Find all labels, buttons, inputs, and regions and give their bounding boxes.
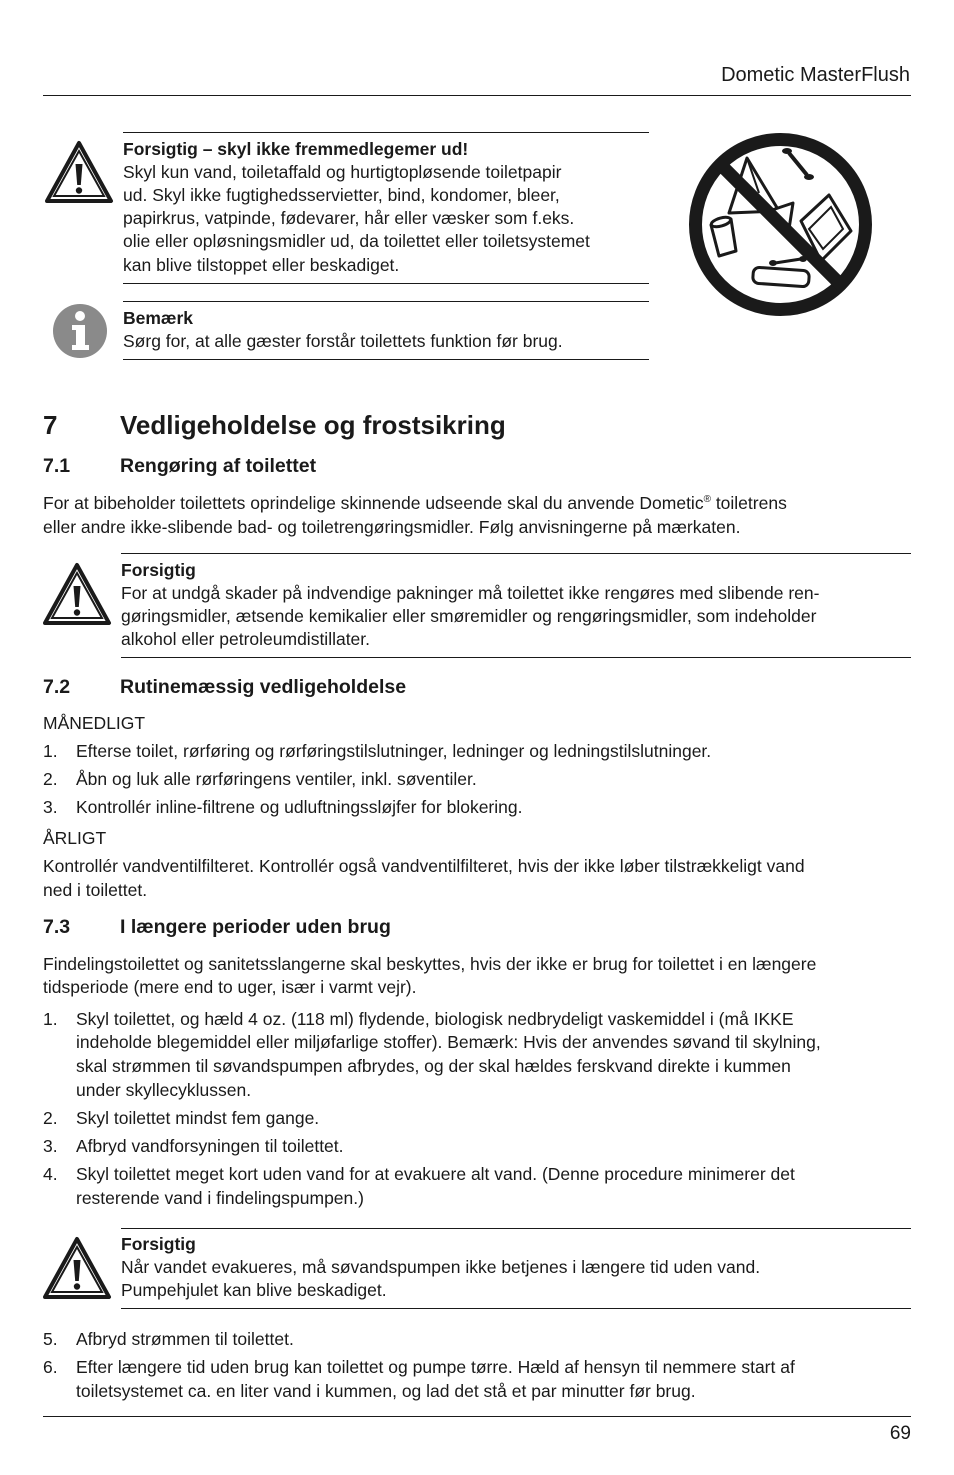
subsection-title: I længere perioder uden brug — [120, 916, 391, 938]
list-item-line: skal strømmen til søvandspumpen afbrydes, og der skal hældes ferskvand direkte i kummen — [76, 1056, 791, 1076]
header-rule — [43, 95, 911, 96]
paragraph-line: tidsperiode (mere end to uger, især i varmt vejr). — [43, 977, 417, 997]
list-number: 2. — [43, 769, 58, 789]
list-number: 5. — [43, 1329, 58, 1349]
subsection-number: 7.1 — [43, 455, 71, 477]
subsection-title: Rutinemæssig vedligeholdelse — [120, 676, 407, 698]
caution-line: For at undgå skader på indvendige pakninger må toilettet ikke rengøres med slibende ren- — [121, 583, 820, 603]
caution-line: papirkrus, vatpinde, fødevarer, hår eller væsker som f.eks. — [123, 208, 575, 228]
subsection-number: 7.2 — [43, 676, 71, 698]
list-number: 2. — [43, 1108, 58, 1128]
list-item: Åbn og luk alle rørføringens ventiler, inkl. søventiler. — [76, 769, 477, 789]
list-item-line: toiletsystemet ca. en liter vand i kummen, og lad det stå et par minutter før brug. — [76, 1381, 696, 1401]
list-item-line: under skyllecyklussen. — [76, 1080, 252, 1100]
note-title: Bemærk — [123, 308, 194, 328]
list-item-line: resterende vand i findelingspumpen.) — [76, 1188, 364, 1208]
subsection-title: Rengøring af toilettet — [120, 455, 317, 477]
monthly-label: MÅNEDLIGT — [43, 713, 146, 733]
list-item-line: Efter længere tid uden brug kan toilettet og pumpe tørre. Hæld af hensyn til nemmere start af — [76, 1357, 795, 1377]
list-number: 6. — [43, 1357, 58, 1377]
paragraph-line: ned i toilettet. — [43, 880, 148, 900]
list-item-line: Skyl toilettet mindst fem gange. — [76, 1108, 320, 1128]
warning-triangle-icon — [44, 140, 114, 204]
registered-mark: ® — [703, 494, 711, 506]
caution-title: Forsigtig – skyl ikke fremmedlegemer ud! — [123, 139, 469, 159]
document-header-title: Dometic MasterFlush — [721, 64, 910, 86]
caution-line: ud. Skyl ikke fugtighedsservietter, bind, kondomer, bleer, — [123, 185, 560, 205]
list-item-line: Skyl toilettet meget kort uden vand for at evakuere alt vand. (Denne procedure minimerer det — [76, 1164, 795, 1184]
yearly-label: ÅRLIGT — [43, 828, 107, 848]
list-item-line: Skyl toilettet, og hæld 4 oz. (118 ml) flydende, biologisk nedbrydeligt vaskemiddel i (må IKKE — [76, 1009, 794, 1029]
note-bottom-rule — [123, 359, 649, 360]
note-text: Sørg for, at alle gæster forstår toilettets funktion før brug. — [123, 331, 563, 351]
subsection-number: 7.3 — [43, 916, 71, 938]
paragraph-line: Kontrollér vandventilfilteret. Kontrollér også vandventilfilteret, hvis der ikke løber tilstrækkeligt vand — [43, 856, 805, 876]
caution-line: Skyl kun vand, toiletaffald og hurtigtopløsende toiletpapir — [123, 162, 562, 182]
paragraph-line: For at bibeholder toilettets oprindelige skinnende udseende skal du anvende Dometic® toiletrens — [43, 493, 787, 513]
warning-triangle-icon — [42, 1236, 112, 1300]
list-number: 1. — [43, 741, 58, 761]
page-number: 69 — [889, 1423, 911, 1444]
no-foreign-objects-icon — [689, 133, 872, 316]
list-number: 1. — [43, 1009, 58, 1029]
caution-line: alkohol eller petroleumdistillater. — [121, 629, 371, 649]
caution-title: Forsigtig — [121, 560, 196, 580]
warning-triangle-icon — [42, 562, 112, 626]
list-number: 3. — [43, 797, 58, 817]
paragraph-line: Findelingstoilettet og sanitetsslangerne skal beskyttes, hvis der ikke er brug for toilettet i en længere — [43, 954, 817, 974]
caution-line: Når vandet evakueres, må søvandspumpen ikke betjenes i længere tid uden vand. — [121, 1257, 761, 1277]
caution-line: kan blive tilstoppet eller beskadiget. — [123, 255, 400, 275]
list-item: Kontrollér inline-filtrene og udluftningssløjfer for blokering. — [76, 797, 523, 817]
list-item-line: Afbryd strømmen til toilettet. — [76, 1329, 294, 1349]
list-item: Efterse toilet, rørføring og rørføringstilslutninger, ledninger og ledningstilslutninger. — [76, 741, 712, 761]
footer-rule — [43, 1416, 911, 1417]
info-circle-icon — [52, 303, 108, 359]
caution-title: Forsigtig — [121, 1234, 196, 1254]
caution-line: gøringsmidler, ætsende kemikalier eller smøremidler og rengøringsmidler, som indeholder — [121, 606, 817, 626]
caution-bottom-rule — [121, 657, 911, 658]
caution-bottom-rule — [123, 283, 649, 284]
paragraph-line: eller andre ikke-slibende bad- og toiletrengøringsmidler. Følg anvisningerne på mærkaten. — [43, 517, 741, 537]
list-number: 3. — [43, 1136, 58, 1156]
section-number: 7 — [43, 410, 58, 440]
caution-top-rule — [121, 1228, 911, 1229]
caution-top-rule — [121, 553, 911, 554]
note-top-rule — [123, 301, 649, 302]
caution-top-rule — [123, 132, 649, 133]
caution-line: Pumpehjulet kan blive beskadiget. — [121, 1280, 387, 1300]
list-number: 4. — [43, 1164, 58, 1184]
caution-line: olie eller opløsningsmidler ud, da toilettet eller toiletsystemet — [123, 231, 590, 251]
list-item-line: Afbryd vandforsyningen til toilettet. — [76, 1136, 344, 1156]
list-item-line: indeholde blegemiddel eller miljøfarlige stoffer). Bemærk: Hvis der anvendes søvand til skylning, — [76, 1032, 821, 1052]
caution-bottom-rule — [121, 1308, 911, 1309]
section-title: Vedligeholdelse og frostsikring — [120, 410, 506, 440]
